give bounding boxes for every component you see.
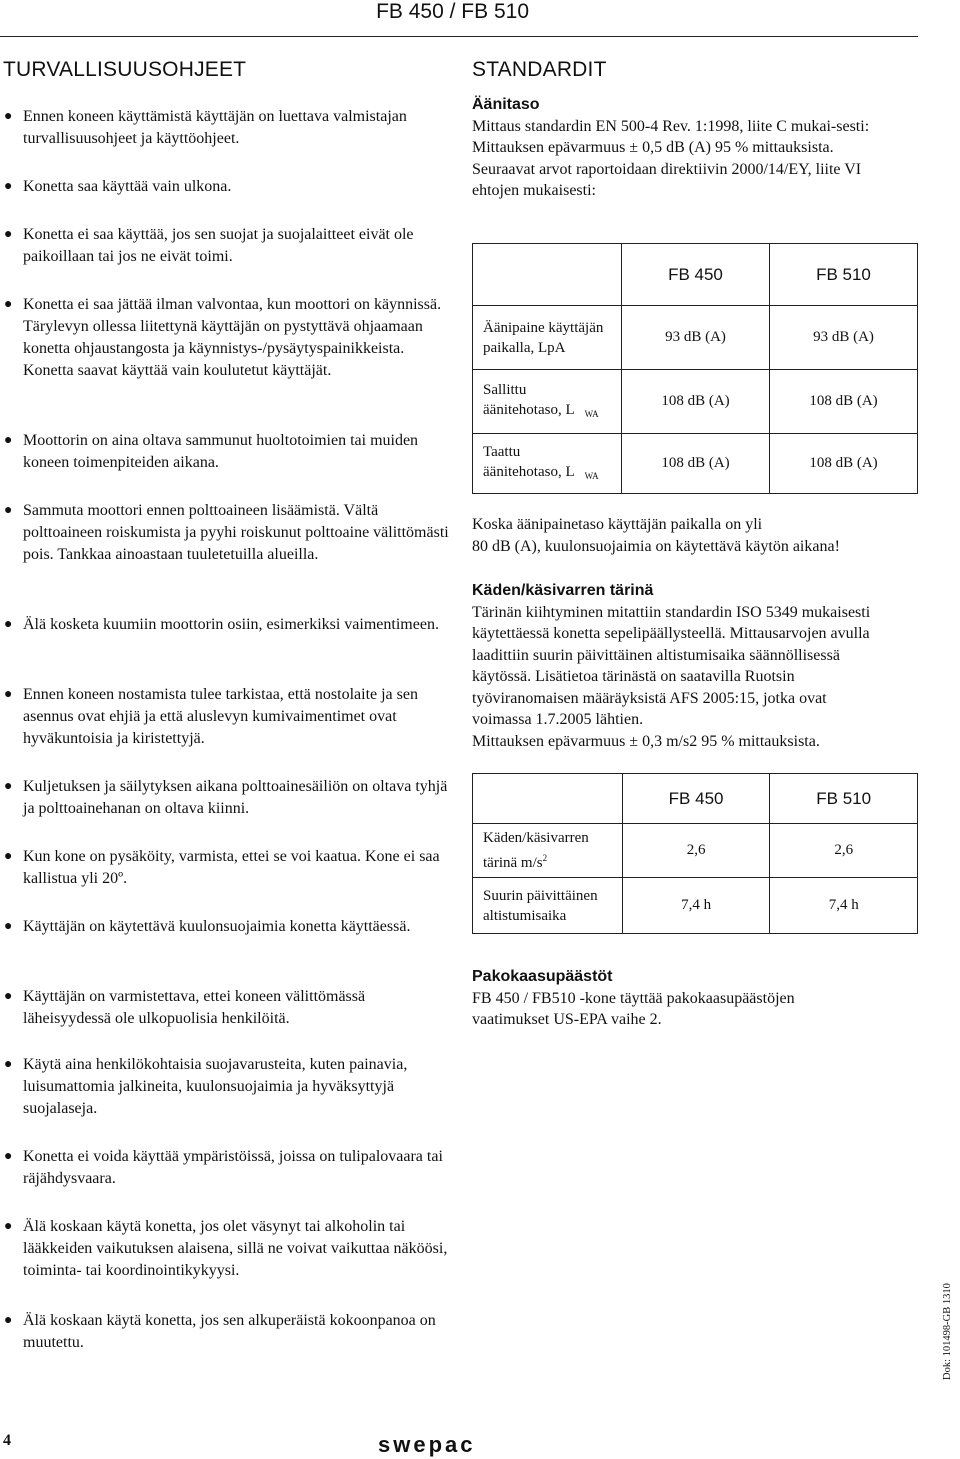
exhaust-text: FB 450 / FB510 -kone täyttää pakokaasupäästöjen vaatimukset US-EPA vaihe 2. <box>472 989 795 1028</box>
noise-row-sub: WA <box>584 470 599 481</box>
noise-row-label: paikalla, LpA <box>483 339 566 356</box>
vibration-row-label: tärinä m/s <box>483 855 543 871</box>
noise-row-label: Taattu <box>483 443 521 460</box>
header-title: FB 450 / FB 510 <box>376 0 529 23</box>
vibration-col-fb510: FB 510 <box>770 774 918 824</box>
noise-row-label: äänitehotaso, L <box>483 401 575 418</box>
vibration-table <box>472 773 918 934</box>
noise-text-1: Mittaus standardin EN 500-4 Rev. 1:1998, liite C mukai-sesti: <box>472 117 870 135</box>
noise-note-1: Koska äänipainetaso käyttäjän paikalla on yli <box>472 516 763 533</box>
vibration-value: 2,6 <box>622 824 770 878</box>
noise-value: 108 dB (A) <box>622 434 770 494</box>
vibration-value: 2,6 <box>770 824 918 878</box>
document-reference: Dok: 101498-GB 1310 <box>942 1283 953 1380</box>
noise-row-label: äänitehotaso, L <box>483 463 575 480</box>
vibration-table-corner <box>473 774 623 824</box>
noise-table-corner <box>473 244 622 306</box>
header-rule <box>0 36 918 37</box>
exhaust-section <box>472 966 852 1031</box>
noise-text-2: Mittauksen epävarmuus ± 0,5 dB (A) 95 % mittauksista. <box>472 139 834 156</box>
exhaust-heading: Pakokaasupäästöt <box>472 968 613 985</box>
vibration-row-label: Suurin päivittäinen <box>483 887 598 904</box>
noise-value: 108 dB (A) <box>769 434 917 494</box>
noise-value: 108 dB (A) <box>769 370 917 434</box>
noise-text-3: Seuraavat arvot raportoidaan direktiivin 2000/14/EY, liite VI ehtojen mukaisesti: <box>472 160 862 199</box>
noise-value: 108 dB (A) <box>622 370 770 434</box>
noise-col-fb510: FB 510 <box>769 244 917 306</box>
table-row <box>473 878 918 934</box>
vibration-heading: Käden/käsivarren tärinä <box>472 582 654 599</box>
vibration-col-fb450: FB 450 <box>622 774 770 824</box>
vibration-uncertainty: Mittauksen epävarmuus ± 0,3 m/s2 95 % mittauksista. <box>472 732 820 750</box>
noise-table <box>472 243 918 494</box>
noise-value: 93 dB (A) <box>622 306 770 370</box>
left-section-title: TURVALLISUUSOHJEET <box>3 58 247 81</box>
vibration-section <box>472 580 882 752</box>
noise-value: 93 dB (A) <box>769 306 917 370</box>
noise-note <box>472 514 920 557</box>
noise-row-label: Äänipaine käyttäjän <box>483 319 604 336</box>
table-row <box>473 370 918 434</box>
noise-row-label: Sallittu <box>483 381 527 398</box>
right-section-title: STANDARDIT <box>472 58 607 81</box>
table-row <box>473 434 918 494</box>
vibration-row-label: altistumisaika <box>483 907 567 924</box>
table-row <box>473 306 918 370</box>
vibration-text: Tärinän kiihtyminen mitattiin standardin ISO 5349 mukaisesti käytettäessä konetta sepelipäällysteellä. Mittausarvojen avulla laadittiin suurin päivittäinen altistumisaika säännöllisessä käytössä. Lisätietoa tärinästä on saatavilla Ruotsin työviranomaisen määräyksistä AFS 2005:15, jotka ovat voimassa 1.7.2005 lähtien. <box>472 603 871 728</box>
noise-note-2: 80 dB (A), kuulonsuojaimia on käytettävä käytön aikana! <box>472 537 840 555</box>
noise-heading: Äänitaso <box>472 96 540 113</box>
brand-logo: swepac <box>378 1432 476 1457</box>
table-row <box>473 824 918 878</box>
vibration-row-label: Käden/käsivarren <box>483 830 589 846</box>
vibration-value: 7,4 h <box>770 878 918 934</box>
noise-section <box>472 94 912 202</box>
vibration-row-sup: 2 <box>542 853 548 863</box>
noise-col-fb450: FB 450 <box>622 244 770 306</box>
vibration-value: 7,4 h <box>622 878 770 934</box>
noise-row-sub: WA <box>584 408 599 419</box>
page-number: 4 <box>3 1432 11 1449</box>
